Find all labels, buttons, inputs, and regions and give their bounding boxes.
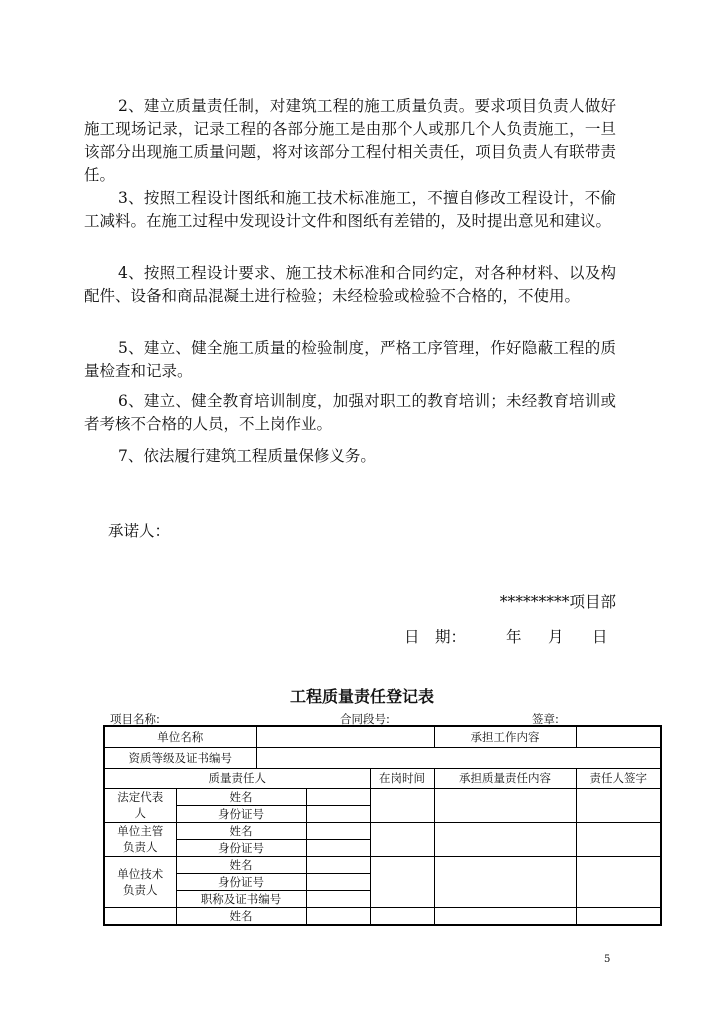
table-row [104, 788, 661, 805]
responsibility-cell[interactable] [434, 822, 576, 856]
commitment-6: 6、建立、健全教育培训制度，加强对职工的教育培训；未经教育培训或者考核不合格的人员，不上岗作业。 [84, 392, 616, 433]
name-cell[interactable] [306, 788, 370, 805]
qualification-label: 资质等级及证书编号 [104, 747, 256, 768]
unit-name-cell[interactable] [256, 726, 434, 747]
responsibility-cell[interactable] [434, 788, 576, 822]
commitment-2: 2、建立质量责任制，对建筑工程的施工质量负责。要求项目负责人做好施工现场记录，记录工程的各部分施工是由那个人或那几个人负责施工，一旦该部分出现施工质量问题，将对该部分工程付相关责任，项目负责人有联带责任。 [84, 97, 616, 184]
id-number-label: 身份证号 [176, 839, 306, 856]
name-label: 姓名 [176, 856, 306, 873]
work-content-cell[interactable] [576, 726, 661, 747]
col-on-duty-time: 在岗时间 [370, 768, 434, 788]
signature-cell[interactable] [576, 788, 661, 822]
signature-cell[interactable] [576, 907, 661, 925]
id-number-label: 身份证号 [176, 873, 306, 890]
contract-section-label: 合同段号: [340, 712, 390, 726]
id-number-cell[interactable] [306, 873, 370, 890]
table-row [104, 856, 661, 873]
table-row [104, 907, 661, 925]
responsibility-cell[interactable] [434, 907, 576, 925]
table-row [104, 822, 661, 839]
commitment-7: 7、依法履行建筑工程质量保修义务。 [118, 447, 376, 465]
table-row [104, 726, 661, 747]
work-content-label: 承担工作内容 [434, 726, 576, 747]
title-cert-label: 职称及证书编号 [176, 890, 306, 907]
title-cert-cell[interactable] [306, 890, 370, 907]
date-day: 日 [592, 628, 608, 646]
id-number-label: 身份证号 [176, 805, 306, 822]
col-responsibility: 承担质量责任内容 [434, 768, 576, 788]
table-row [104, 747, 661, 768]
duty-time-cell[interactable] [370, 788, 434, 822]
date-month: 月 [548, 628, 564, 646]
col-signature: 责任人签字 [576, 768, 661, 788]
person-label-cell [104, 907, 176, 925]
tech-head-label: 单位技术负责人 [104, 856, 176, 907]
commitment-4: 4、按照工程设计要求、施工技术标准和合同约定，对各种材料、以及构配件、设备和商品混凝土进行检验；未经检验或检验不合格的，不使用。 [84, 264, 616, 305]
name-cell[interactable] [306, 856, 370, 873]
name-cell[interactable] [306, 822, 370, 839]
form-title: 工程质量责任登记表 [289, 687, 434, 706]
department-name: *********项目部 [499, 593, 616, 611]
col-quality-person: 质量责任人 [104, 768, 370, 788]
promisor-label: 承诺人： [108, 522, 171, 540]
qualification-cell[interactable] [256, 747, 661, 768]
duty-time-cell[interactable] [370, 907, 434, 925]
date-label: 日 期： [404, 628, 467, 646]
date-year: 年 [506, 628, 522, 646]
page-number: 5 [604, 954, 611, 965]
legal-rep-label: 法定代表人 [104, 788, 176, 822]
commitment-3: 3、按照工程设计图纸和施工技术标准施工，不擅自修改工程设计，不偷工减料。在施工过程中发现设计文件和图纸有差错的，及时提出意见和建议。 [84, 189, 616, 230]
project-name-label: 项目名称: [110, 712, 160, 726]
unit-name-label: 单位名称 [104, 726, 256, 747]
quality-registration-table [103, 725, 662, 926]
id-number-cell[interactable] [306, 805, 370, 822]
seal-label: 签章: [532, 712, 559, 726]
duty-time-cell[interactable] [370, 856, 434, 907]
signature-cell[interactable] [576, 856, 661, 907]
unit-head-label: 单位主管负责人 [104, 822, 176, 856]
responsibility-cell[interactable] [434, 856, 576, 907]
table-row [104, 768, 661, 788]
name-label: 姓名 [176, 822, 306, 839]
commitment-5: 5、建立、健全施工质量的检验制度，严格工序管理，作好隐蔽工程的质量检查和记录。 [84, 339, 616, 380]
name-cell[interactable] [306, 907, 370, 925]
name-label: 姓名 [176, 907, 306, 925]
signature-cell[interactable] [576, 822, 661, 856]
name-label: 姓名 [176, 788, 306, 805]
duty-time-cell[interactable] [370, 822, 434, 856]
id-number-cell[interactable] [306, 839, 370, 856]
